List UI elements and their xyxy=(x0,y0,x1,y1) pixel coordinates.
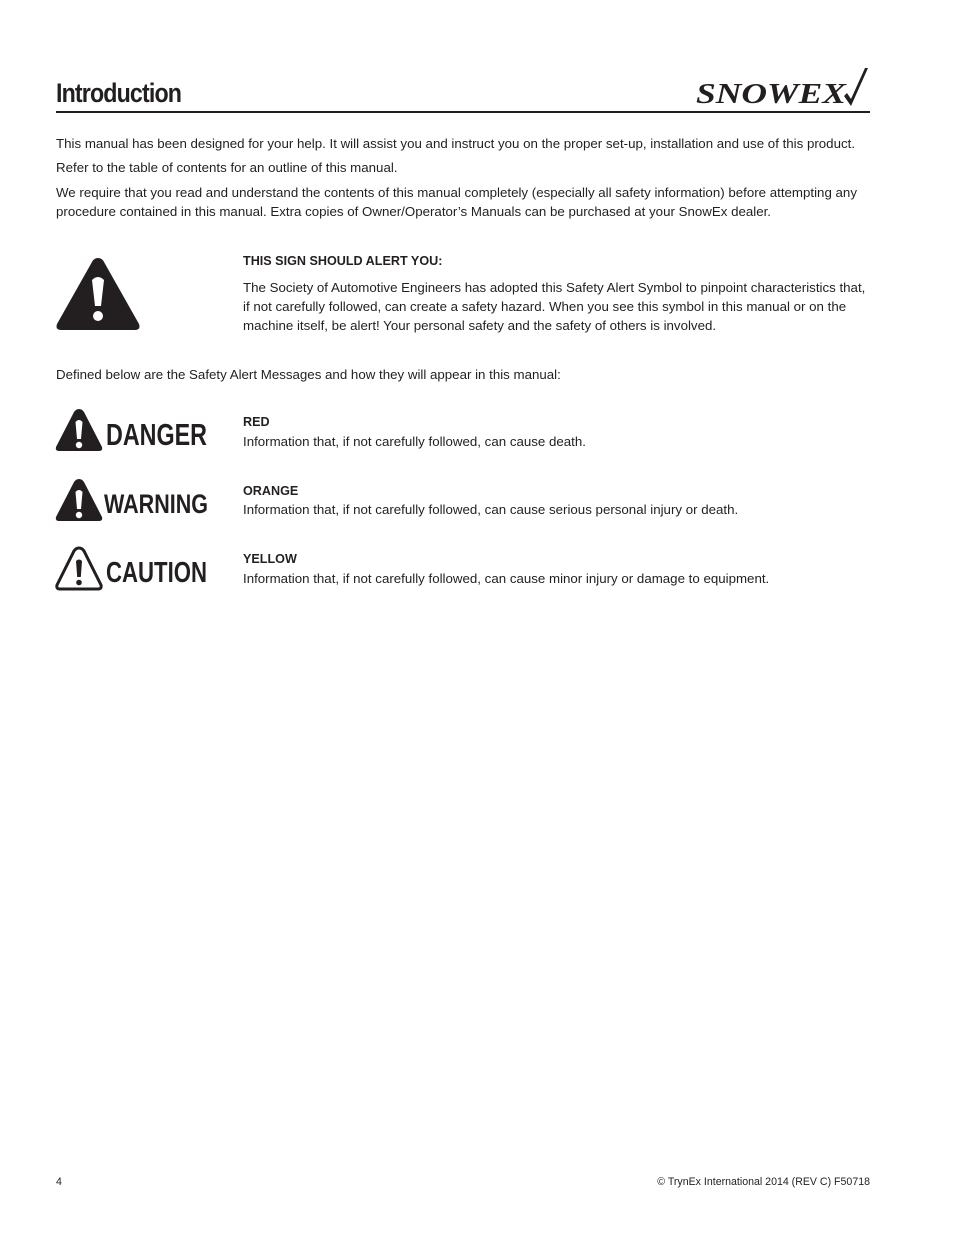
caution-color: YELLOW xyxy=(243,552,297,566)
caution-text: Information that, if not carefully followed, can cause minor injury or damage to equipment. xyxy=(243,571,770,586)
danger-text: Information that, if not carefully followed, can cause death. xyxy=(243,434,586,449)
safety-alert-triangle-icon xyxy=(55,256,141,332)
caution-label: CAUTION xyxy=(106,557,207,589)
logo-text: SNOWEX xyxy=(696,78,847,110)
warning-color: ORANGE xyxy=(243,484,299,498)
page-title: Introduction xyxy=(56,78,182,108)
warning-label: WARNING xyxy=(104,489,208,519)
page-header xyxy=(56,66,870,113)
intro-paragraph-2: Refer to the table of contents for an outline of this manual. xyxy=(56,160,398,175)
intro-paragraph-3: We require that you read and understand the contents of this manual completely (especially all safety information) before attempting any procedure contained in this manual. Extra copies of Owner/Operator’s Manuals can be purchased at your SnowEx dealer. xyxy=(56,185,857,219)
copyright-notice: © TrynEx International 2014 (REV C) F50718 xyxy=(657,1176,870,1188)
warning-text: Information that, if not carefully followed, can cause serious personal injury or death. xyxy=(243,502,739,517)
snowex-logo xyxy=(694,66,870,110)
danger-label-icon xyxy=(55,407,210,453)
warning-label-icon xyxy=(55,477,210,523)
danger-color: RED xyxy=(243,415,270,429)
page-number: 4 xyxy=(56,1176,62,1188)
messages-intro: Defined below are the Safety Alert Messages and how they will appear in this manual: xyxy=(56,367,561,382)
safety-sign-heading: THIS SIGN SHOULD ALERT YOU: xyxy=(243,254,443,268)
safety-sign-body: The Society of Automotive Engineers has adopted this Safety Alert Symbol to pinpoint characteristics that, if not carefully followed, can create a safety hazard. When you see this symbol in this manual or on the machine itself, be alert! Your personal safety and the safety of others is involved. xyxy=(243,280,866,333)
intro-paragraph-1: This manual has been designed for your help. It will assist you and instruct you on the proper set-up, installation and use of this product. xyxy=(56,136,856,151)
danger-label: DANGER xyxy=(106,417,207,452)
caution-label-icon xyxy=(55,545,210,591)
